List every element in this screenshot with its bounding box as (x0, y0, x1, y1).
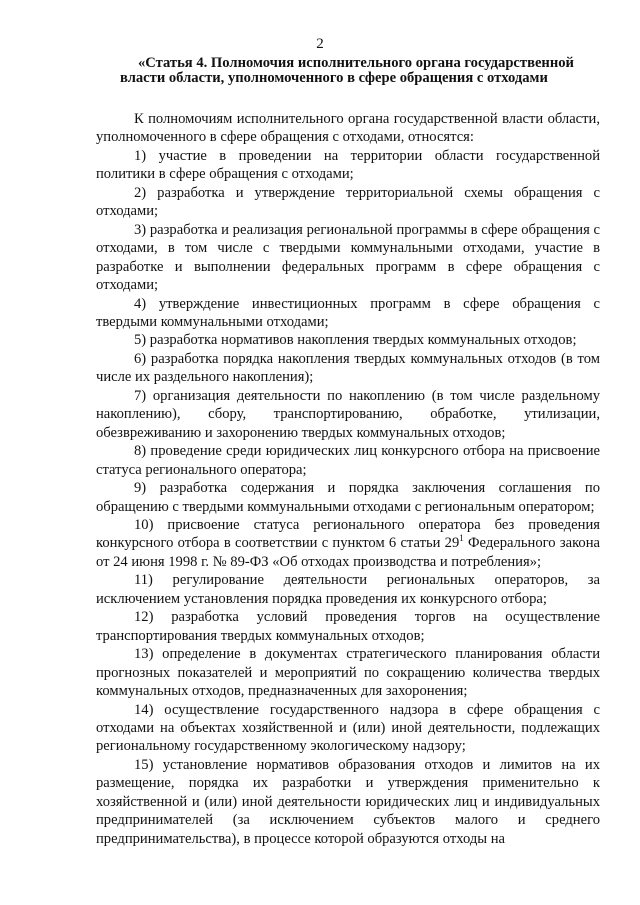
article-body (96, 110, 600, 848)
list-item: 8) проведение среди юридических лиц конкурсного отбора на присвоение статуса регионального оператора; (96, 443, 600, 478)
page-number: 2 (316, 36, 324, 52)
list-item: 7) организация деятельности по накоплению (в том числе раздельному накоплению), сбору, транспортированию, обработке, утилизации, обезвреживанию и захоронению твердых коммунальных отходов; (96, 387, 600, 441)
list-item: 14) осуществление государственного надзора в сфере обращения с отходами на объектах хозяйственной и (или) иной деятельности, подлежащих региональному государственному экологическому надзору; (96, 701, 600, 755)
list-item-text: Федерального закона от 24 июня 1998 г. № 89-ФЗ «Об отходах производства и потребления»; (96, 535, 600, 570)
list-item: 12) разработка условий проведения торгов на осуществление транспортирования твердых коммунальных отходов; (96, 609, 600, 644)
list-item: 3) разработка и реализация региональной программы в сфере обращения с отходами, в том числе с твердыми коммунальными отходами, участие в разработке и выполнении федеральных программ в сфере обращения с отходами; (96, 221, 600, 294)
list-item: 11) регулирование деятельности региональных операторов, за исключением установления порядка проведения их конкурсного отбора; (96, 572, 600, 607)
list-item: 13) определение в документах стратегического планирования области прогнозных показателей и мероприятий по сокращению количества твердых коммунальных отходов, предназначенных для захоронения; (96, 646, 600, 700)
list-item: 6) разработка порядка накопления твердых коммунальных отходов (в том числе их раздельного накопления); (96, 350, 600, 386)
list-item: 1) участие в проведении на территории области государственной политики в сфере обращения с отходами; (96, 147, 600, 183)
superscript: 1 (459, 533, 464, 544)
list-item: 15) установление нормативов образования отходов и лимитов на их размещение, порядка их разработки и утверждения применительно к хозяйственной и (или) иной деятельности юридических лиц и индивидуальных предпринимателей (за исключением субъектов малого и среднего предпринимательства), в процессе которой образуются отходы на (96, 756, 600, 847)
list-item: 4) утверждение инвестиционных программ в сфере обращения с твердыми коммунальными отходами; (96, 295, 600, 330)
intro-paragraph: К полномочиям исполнительного органа государственной власти области, уполномоченного в сфере обращения с отходами, относятся: (96, 111, 600, 146)
list-item-text: 10) присвоение статуса регионального оператора без проведения конкурсного отбора в соответствии с пунктом 6 статьи 29 (96, 516, 600, 552)
list-item: 5) разработка нормативов накопления твердых коммунальных отходов; (134, 332, 577, 349)
article-heading: «Статья 4. Полномочия исполнительного органа государственной власти области, уполномоченного в сфере обращения с отходами (120, 55, 574, 86)
list-item: 9) разработка содержания и порядка заключения соглашения по обращению с твердыми коммунальными отходами с региональным оператором; (96, 480, 600, 515)
list-item: 2) разработка и утверждение территориальной схемы обращения с отходами; (96, 184, 600, 220)
list-item (96, 516, 600, 571)
